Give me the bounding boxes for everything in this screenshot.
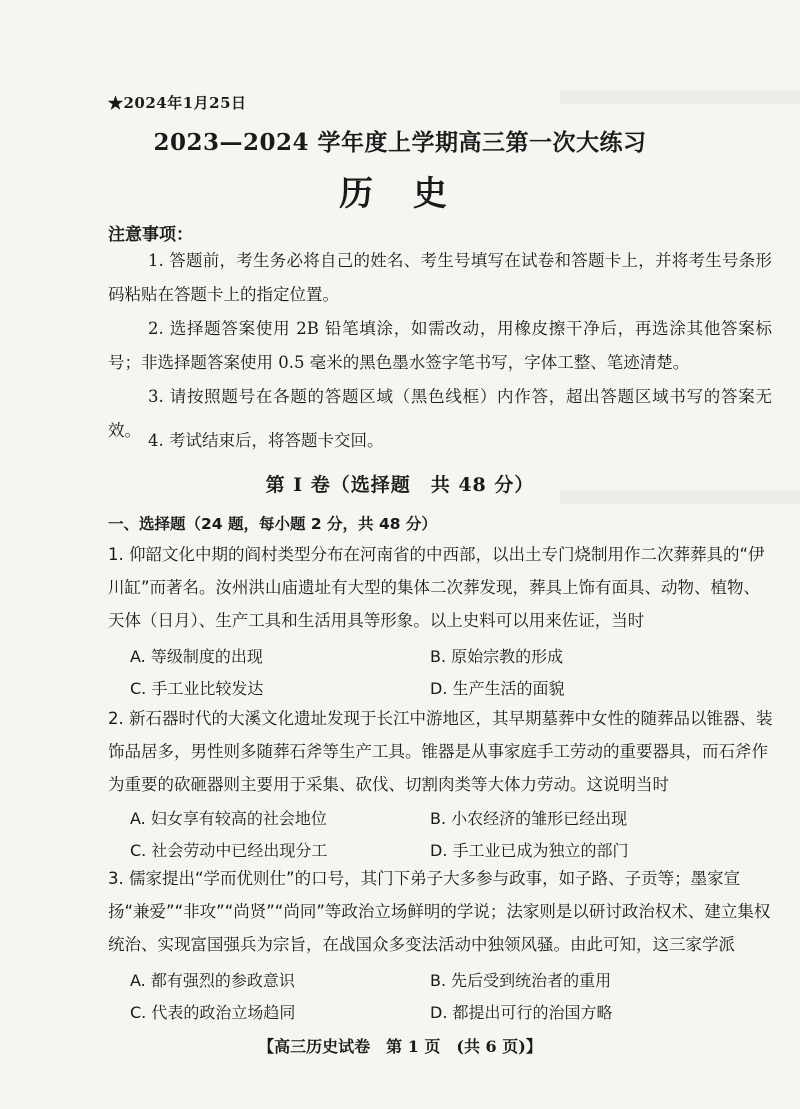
question-3-stem: 3. 儒家提出“学而优则仕”的口号，其门下弟子大多参与政事，如子路、子贡等；墨家宣扬“兼爱”“非攻”“尚贤”“尚同”等政治立场鲜明的学说；法家则是以研讨政治权术、建立集权统治、实现富国强兵为宗旨，在战国众多变法活动中独领风骚。由此可知，这三家学派 xyxy=(108,869,771,954)
question-2-option-d: D. 手工业已成为独立的部门 xyxy=(430,841,629,860)
notice-item-1: 1. 答题前，考生务必将自己的姓名、考生号填写在试卷和答题卡上，并将考生号条形码粘贴在答题卡上的指定位置。 xyxy=(108,251,772,304)
notice-heading: 注意事项： xyxy=(108,225,193,245)
section-title: 第 I 卷（选择题 共 48 分） xyxy=(265,474,535,496)
question-2-option-a: A. 妇女享有较高的社会地位 xyxy=(130,809,327,828)
notice-item-2: 2. 选择题答案使用 2B 铅笔填涂，如需改动，用橡皮擦干净后，再选涂其他答案标号；非选择题答案使用 0.5 毫米的黑色墨水签字笔书写，字体工整、笔迹清楚。 xyxy=(108,319,772,372)
exam-title: 2023—2024 学年度上学期高三第一次大练习 xyxy=(153,129,647,156)
question-2-stem: 2. 新石器时代的大溪文化遗址发现于长江中游地区，其早期墓葬中女性的随葬品以锥器、装饰品居多，男性则多随葬石斧等生产工具。锥器是从事家庭手工劳动的重要器具，而石斧作为重要的砍砸器则主要用于采集、砍伐、切割肉类等大体力劳动。这说明当时 xyxy=(108,709,773,794)
exam-date: ★2024年1月25日 xyxy=(108,94,247,112)
subject-title: 历 史 xyxy=(339,174,461,214)
question-1-option-a: A. 等级制度的出现 xyxy=(130,647,263,666)
question-3-option-b: B. 先后受到统治者的重用 xyxy=(430,971,612,990)
page-footer: 【高三历史试卷 第 1 页 (共 6 页)】 xyxy=(258,1037,542,1056)
question-2-option-b: B. 小农经济的雏形已经出现 xyxy=(430,809,628,828)
question-3-option-a: A. 都有强烈的参政意识 xyxy=(130,971,295,990)
question-2-option-c: C. 社会劳动中已经出现分工 xyxy=(130,841,328,860)
question-3-option-c: C. 代表的政治立场趋同 xyxy=(130,1003,296,1022)
notice-item-3: 3. 请按照题号在各题的答题区域（黑色线框）内作答，超出答题区域书写的答案无效。 xyxy=(108,387,772,440)
question-1-option-d: D. 生产生活的面貌 xyxy=(430,679,565,698)
question-3-option-d: D. 都提出可行的治国方略 xyxy=(430,1003,613,1022)
question-1-option-b: B. 原始宗教的形成 xyxy=(430,647,564,666)
part-heading: 一、选择题（24 题，每小题 2 分，共 48 分） xyxy=(108,515,437,533)
question-1-stem: 1. 仰韶文化中期的阎村类型分布在河南省的中西部，以出土专门烧制用作二次葬葬具的“伊川缸”而著名。汝州洪山庙遗址有大型的集体二次葬发现，葬具上饰有面具、动物、植物、天体（日月）、生产工具和生活用具等形象。以上史料可以用来佐证，当时 xyxy=(108,545,765,630)
show-through-shadow xyxy=(560,90,800,104)
question-1-option-c: C. 手工业比较发达 xyxy=(130,679,264,698)
notice-item-4: 4. 考试结束后，将答题卡交回。 xyxy=(148,431,384,450)
